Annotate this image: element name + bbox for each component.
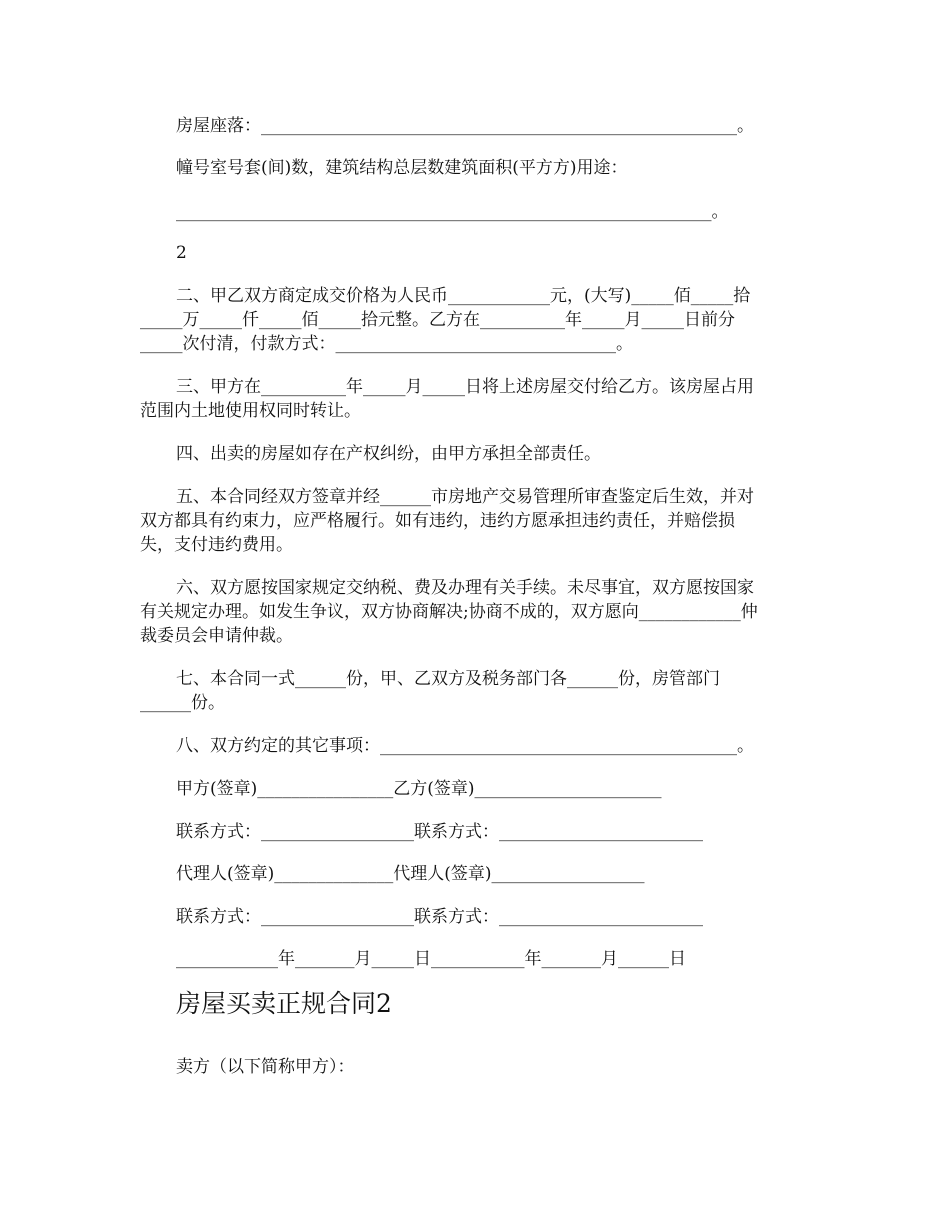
- clause-six-line-3: 裁委员会申请仲裁。: [140, 626, 293, 646]
- clause-two-line-1: 二、甲乙双方商定成交价格为人民币____________元，(大写)_____佰_____拾: [176, 286, 751, 306]
- agent-signature-line: 代理人(签章)______________代理人(签章)__________________: [176, 864, 645, 884]
- contact-line-1: 联系方式：__________________联系方式：________________________: [176, 822, 703, 842]
- signature-parties-line: 甲方(签章)________________乙方(签章)______________________: [176, 779, 662, 799]
- contract-title: 房屋买卖正规合同2: [176, 989, 392, 1018]
- clause-six-line-1: 六、双方愿按国家规定交纳税、费及办理有关手续。未尽事宜，双方愿按国家: [176, 578, 754, 598]
- property-details-blank: _______________________________________________________________。: [176, 202, 729, 222]
- clause-six-line-2: 有关规定办理。如发生争议，双方协商解决;协商不成的，双方愿向____________仲: [140, 602, 758, 622]
- date-line: ____________年_______月_____日___________年_______月______日: [176, 949, 686, 969]
- seller-line: 卖方（以下简称甲方）：: [176, 1057, 355, 1077]
- property-details-line: 幢号室号套(间)数，建筑结构总层数建筑面积(平方方)用途：: [176, 158, 628, 178]
- property-location-line: 房屋座落：________________________________________________________。: [176, 116, 754, 136]
- contact-line-2: 联系方式：__________________联系方式：________________________: [176, 907, 703, 927]
- clause-seven-line-2: ______份。: [140, 693, 225, 713]
- clause-seven-line-1: 七、本合同一式______份，甲、乙双方及税务部门各______份，房管部门: [176, 669, 720, 689]
- clause-three-line-2: 范围内土地使用权同时转让。: [140, 401, 361, 421]
- clause-three-line-1: 三、甲方在__________年_____月_____日将上述房屋交付给乙方。该房屋占用: [176, 377, 754, 397]
- clause-four: 四、出卖的房屋如存在产权纠纷，由甲方承担全部责任。: [176, 444, 601, 464]
- clause-five-line-3: 失，支付违约费用。: [140, 535, 293, 555]
- clause-two-line-3: _____次付清，付款方式：_________________________________。: [140, 334, 633, 354]
- clause-five-line-2: 双方都具有约束力，应严格履行。如有违约，违约方愿承担违约责任，并赔偿损: [140, 511, 735, 531]
- clause-five-line-1: 五、本合同经双方签章并经______市房地产交易管理所审查鉴定后生效，并对: [176, 487, 754, 507]
- page-number: 2: [176, 243, 187, 263]
- clause-eight: 八、双方约定的其它事项：__________________________________________。: [176, 736, 754, 756]
- clause-two-line-2: _____万_____仟_____佰_____拾元整。乙方在__________年_____月_____日前分: [140, 310, 735, 330]
